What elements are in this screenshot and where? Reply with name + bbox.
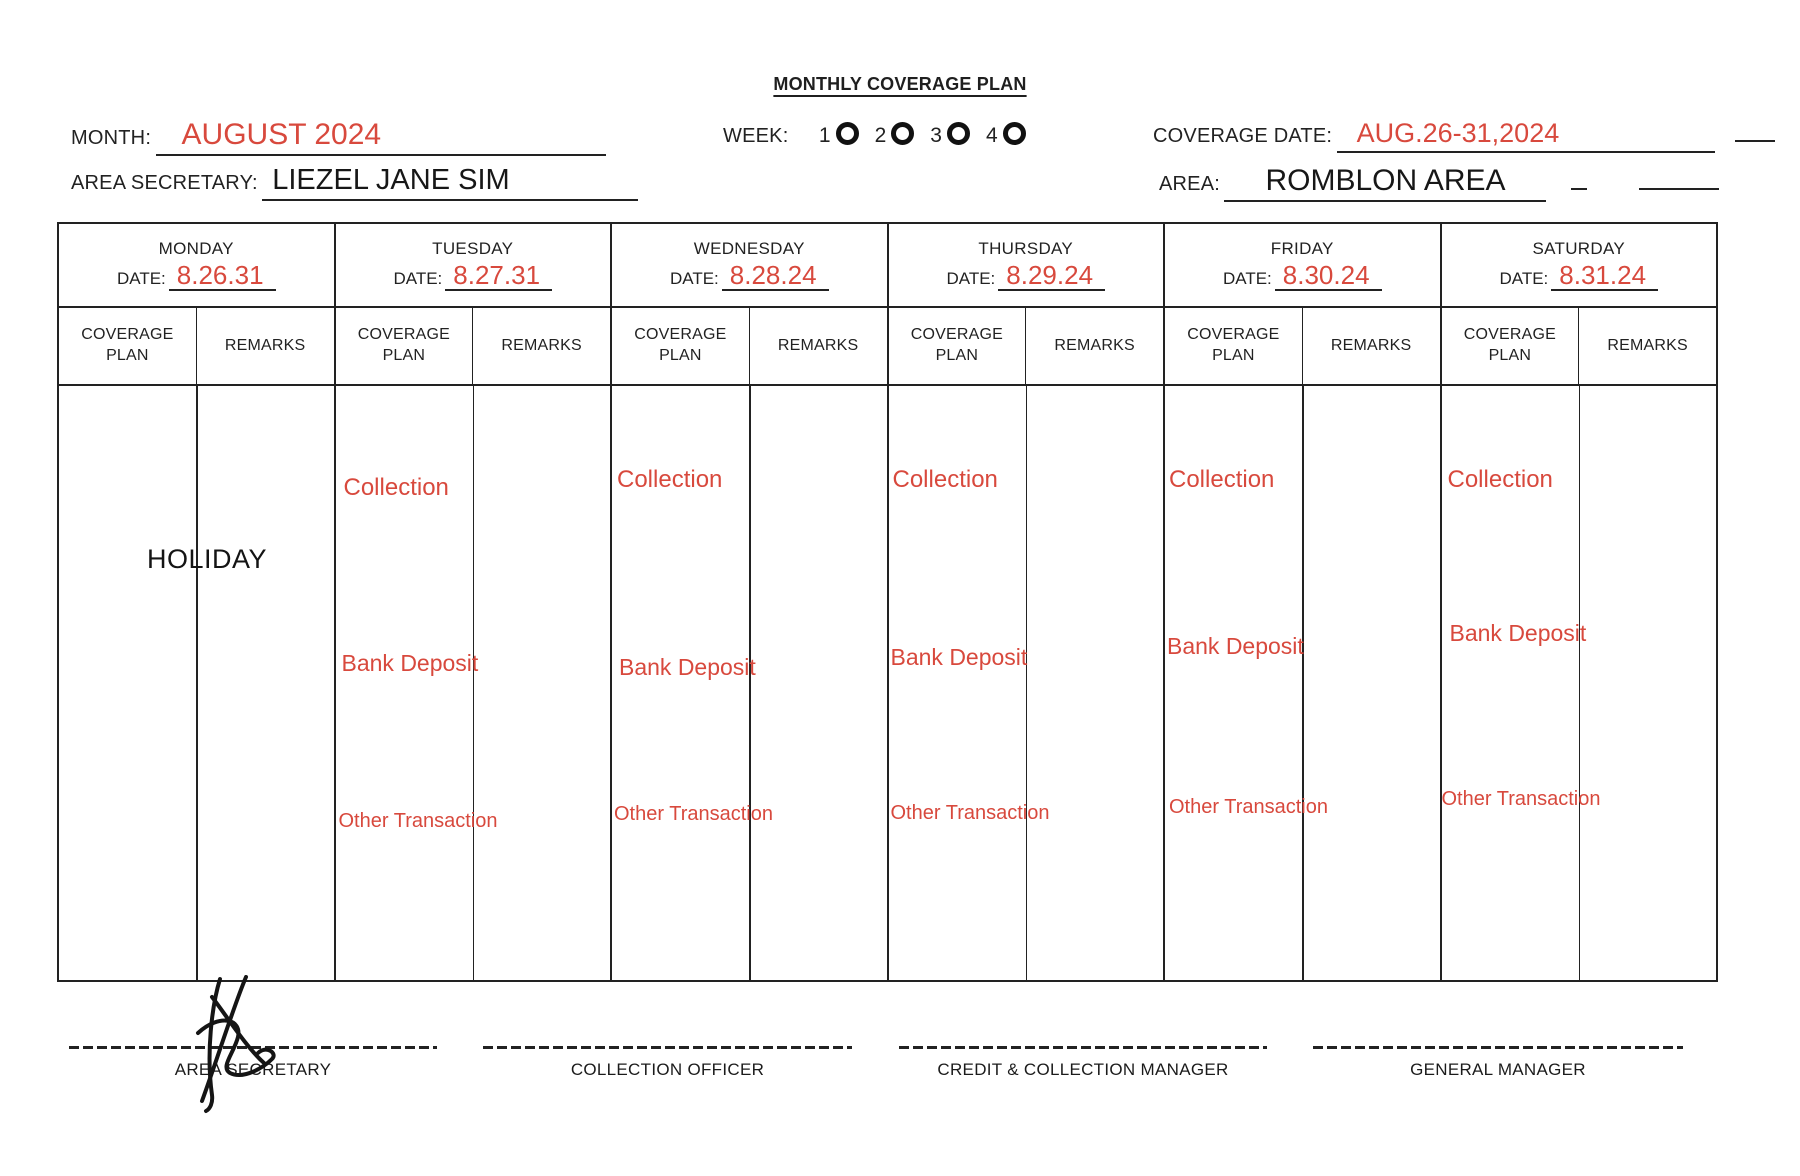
week-field — [723, 122, 1042, 148]
column-headers — [1165, 308, 1440, 386]
day-name: MONDAY — [158, 238, 234, 258]
day-body — [612, 386, 887, 980]
plan-item: Bank Deposit — [1167, 633, 1304, 659]
date-label: DATE: — [669, 268, 719, 288]
remarks-header: REMARKS — [777, 336, 859, 354]
plan-item: Collection — [1169, 466, 1275, 493]
coverage-plan-header: COVERAGE PLAN — [612, 308, 750, 384]
column-headers — [1442, 308, 1717, 386]
coverage-plan-header: COVERAGE PLAN — [889, 308, 1027, 384]
plan-item: Collection — [892, 466, 998, 493]
day-body — [336, 386, 611, 980]
column-headers — [612, 308, 887, 386]
day-body — [1442, 386, 1717, 980]
day-header — [59, 224, 334, 308]
day-name: TUESDAY — [432, 238, 514, 258]
day-column-friday — [1165, 224, 1442, 980]
date-value: 8.30.24 — [1275, 262, 1382, 291]
day-column-thursday — [889, 224, 1166, 980]
day-column-tuesday — [336, 224, 613, 980]
signature-label: AREA SECRETARY — [174, 1059, 332, 1079]
plan-item: Bank Deposit — [341, 650, 479, 676]
week-radio-icon — [947, 122, 970, 145]
signature-line — [899, 1046, 1267, 1049]
plan-item: Other Transaction — [338, 810, 498, 832]
remarks-header: REMARKS — [224, 336, 306, 354]
column-divider — [1302, 386, 1304, 980]
date-value: 8.29.24 — [998, 262, 1105, 291]
column-headers — [336, 308, 611, 386]
month-field — [71, 118, 606, 156]
signature-label: GENERAL MANAGER — [1410, 1059, 1586, 1079]
week-radio-icon — [1003, 122, 1026, 145]
date-label: DATE: — [946, 268, 996, 288]
week-label: WEEK: — [723, 125, 789, 147]
holiday-note: HOLIDAY — [147, 544, 268, 574]
plan-item: Collection — [617, 466, 723, 493]
day-column-wednesday — [612, 224, 889, 980]
area-label: AREA: — [1159, 173, 1221, 195]
column-divider — [1026, 386, 1028, 980]
date-value: 8.31.24 — [1551, 262, 1658, 291]
day-column-saturday — [1442, 224, 1717, 980]
week-radio-icon — [891, 122, 914, 145]
day-body — [1165, 386, 1440, 980]
remarks-header: REMARKS — [1330, 336, 1412, 354]
week-option-2: 2 — [874, 124, 887, 147]
signature-line — [1313, 1046, 1683, 1049]
day-body — [889, 386, 1164, 980]
column-divider — [749, 386, 751, 980]
day-header — [612, 224, 887, 308]
day-name: THURSDAY — [978, 238, 1074, 258]
month-label: MONTH: — [71, 127, 152, 149]
area-secretary-field — [71, 164, 638, 201]
coverage-date-label: COVERAGE DATE: — [1153, 125, 1333, 147]
plan-item: Bank Deposit — [890, 644, 1028, 670]
coverage-date-value: AUG.26-31,2024 — [1337, 118, 1715, 153]
month-value: AUGUST 2024 — [156, 118, 606, 156]
date-label: DATE: — [1222, 268, 1272, 288]
date-line — [946, 259, 1105, 291]
week-radio-icon — [836, 122, 859, 145]
signature-label: CREDIT & COLLECTION MANAGER — [937, 1059, 1229, 1079]
day-name: WEDNESDAY — [693, 238, 805, 258]
week-option-4: 4 — [985, 124, 998, 147]
blank-line-stub — [1639, 174, 1719, 190]
blank-line-stub — [1735, 126, 1775, 142]
column-divider — [196, 386, 198, 980]
signature-block-general-manager — [1313, 1046, 1683, 1080]
remarks-header: REMARKS — [501, 336, 582, 354]
signature-scribble — [168, 975, 318, 1115]
day-column-monday — [59, 224, 336, 980]
coverage-plan-header: COVERAGE PLAN — [1442, 308, 1580, 384]
date-line — [1222, 259, 1382, 291]
area-value: ROMBLON AREA — [1224, 164, 1546, 202]
date-label: DATE: — [116, 268, 166, 288]
coverage-plan-table — [57, 222, 1718, 982]
coverage-date-field — [1153, 118, 1775, 153]
column-headers — [889, 308, 1164, 386]
blank-line-stub — [1571, 174, 1587, 190]
coverage-plan-header: COVERAGE PLAN — [336, 308, 474, 384]
area-secretary-label: AREA SECRETARY: — [71, 172, 258, 194]
date-label: DATE: — [393, 268, 443, 288]
area-secretary-value: LIEZEL JANE SIM — [262, 164, 638, 201]
day-name: SATURDAY — [1532, 238, 1625, 258]
area-field — [1159, 164, 1719, 202]
column-divider — [473, 386, 475, 980]
plan-item: Other Transaction — [1441, 788, 1601, 810]
week-option-3: 3 — [930, 124, 942, 147]
signature-line — [483, 1046, 852, 1049]
date-line — [669, 259, 829, 291]
date-line — [1499, 259, 1658, 291]
plan-item: Bank Deposit — [619, 654, 756, 680]
signature-block-collection-officer — [483, 1046, 852, 1080]
day-header — [336, 224, 611, 308]
coverage-plan-header: COVERAGE PLAN — [1165, 308, 1303, 384]
plan-item: Collection — [1447, 466, 1553, 493]
plan-item: Other Transaction — [890, 802, 1050, 824]
signature-block-credit-collection-manager — [899, 1046, 1267, 1080]
day-body — [59, 386, 334, 980]
day-name: FRIDAY — [1270, 238, 1334, 258]
plan-item: Collection — [343, 474, 449, 501]
day-header — [1165, 224, 1440, 308]
date-line — [393, 259, 552, 291]
page-title: MONTHLY COVERAGE PLAN — [773, 74, 1027, 94]
signature-label: COLLECTION OFFICER — [570, 1059, 765, 1079]
date-value: 8.27.31 — [445, 262, 552, 291]
date-line — [116, 259, 276, 291]
plan-item: Other Transaction — [614, 803, 773, 825]
remarks-header: REMARKS — [1607, 336, 1688, 354]
date-value: 8.28.24 — [722, 262, 829, 291]
column-headers — [59, 308, 334, 386]
column-divider — [1579, 386, 1581, 980]
plan-item: Other Transaction — [1169, 796, 1328, 818]
week-option-1: 1 — [818, 124, 831, 147]
plan-item: Bank Deposit — [1449, 620, 1587, 646]
day-header — [889, 224, 1164, 308]
coverage-plan-header: COVERAGE PLAN — [59, 308, 197, 384]
date-label: DATE: — [1499, 268, 1549, 288]
week-options — [819, 122, 1042, 148]
remarks-header: REMARKS — [1054, 336, 1135, 354]
date-value: 8.26.31 — [169, 262, 276, 291]
day-header — [1442, 224, 1717, 308]
